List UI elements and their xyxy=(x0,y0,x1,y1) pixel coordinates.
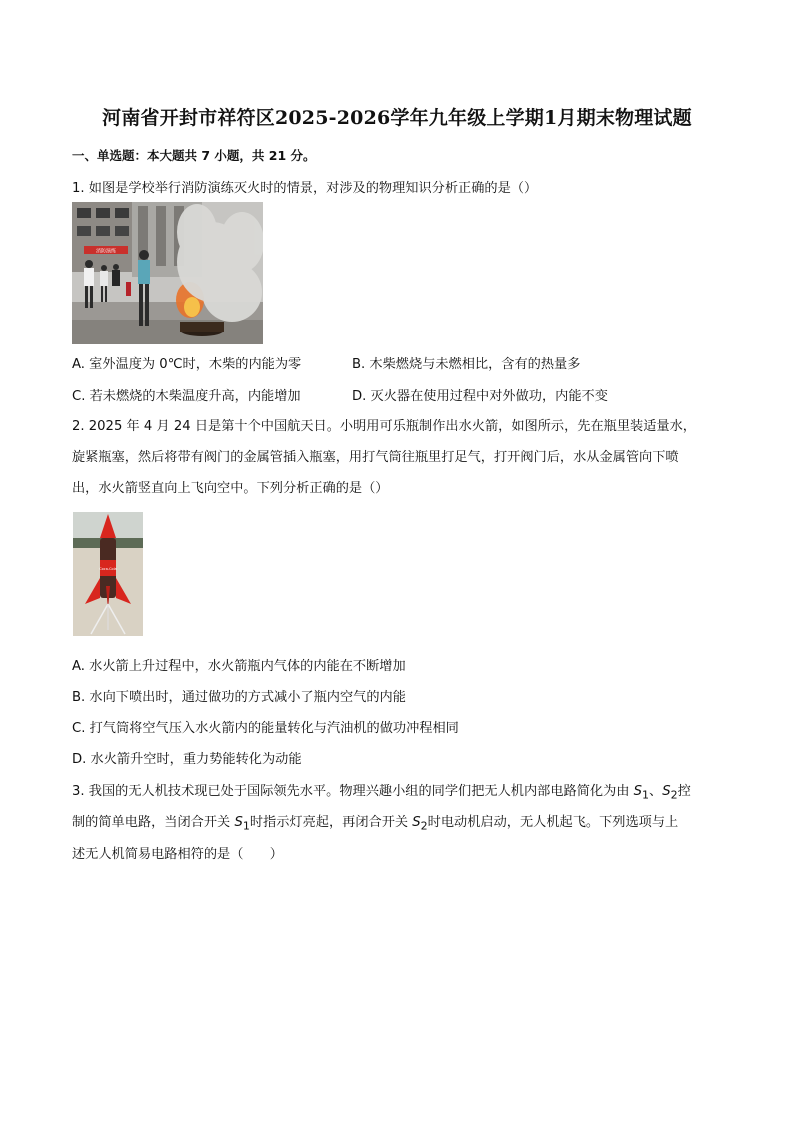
question-2-figure xyxy=(73,512,143,636)
q3-line2-text-a: 制的简单电路，当闭合开关 xyxy=(72,815,235,830)
question-1-stem: 1. 如图是学校举行消防演练灭火时的情景，对涉及的物理知识分析正确的是（） xyxy=(72,181,538,196)
question-1-figure xyxy=(72,202,263,344)
question-2-stem-line-3: 出，水火箭竖直向上飞向空中。下列分析正确的是（） xyxy=(72,481,389,496)
q2-option-c[interactable]: C. 打气筒将空气压入水火箭内的能量转化与汽油机的做功冲程相同 xyxy=(72,721,459,736)
question-3-stem-line-2 xyxy=(72,811,678,833)
q3-line1-text: 3. 我国的无人机技术现已处于国际领先水平。物理兴趣小组的同学们把无人机内部电路简化为由 xyxy=(72,784,634,799)
q3-line2-text-c: 时电动机启动，无人机起飞。下列选项与上 xyxy=(427,815,679,830)
q3-line1-end: 控 xyxy=(677,784,691,799)
q2-option-b[interactable]: B. 水向下喷出时，通过做功的方式减小了瓶内空气的内能 xyxy=(72,690,406,705)
q2-option-d[interactable]: D. 水火箭升空时，重力势能转化为动能 xyxy=(72,752,302,767)
switch-s1-subscript-2: 1 xyxy=(242,819,250,833)
q1-option-c[interactable]: C. 若未燃烧的木柴温度升高，内能增加 xyxy=(72,389,301,404)
switch-s1-symbol: S xyxy=(633,784,643,799)
switch-s1-subscript: 1 xyxy=(642,788,650,802)
q1-option-a[interactable]: A. 室外温度为 0℃时，木柴的内能为零 xyxy=(72,357,302,372)
q1-option-d[interactable]: D. 灭火器在使用过程中对外做功，内能不变 xyxy=(352,389,608,404)
switch-s2-subscript: 2 xyxy=(670,788,678,802)
switch-s2-symbol: S xyxy=(662,784,671,799)
question-3-stem-line-3: 述无人机简易电路相符的是（ ） xyxy=(72,847,283,862)
q1-option-b[interactable]: B. 木柴燃烧与未燃相比，含有的热量多 xyxy=(352,357,581,372)
q3-separator: 、 xyxy=(649,784,663,799)
rocket-label: Coca-Cola xyxy=(99,567,117,571)
exam-title: 河南省开封市祥符区2025-2026学年九年级上学期1月期末物理试题 xyxy=(102,107,692,129)
section-header: 一、单选题：本大题共 7 小题，共 21 分。 xyxy=(72,148,316,163)
switch-s2-symbol-2: S xyxy=(412,815,421,830)
question-3-stem-line-1 xyxy=(72,780,691,802)
question-2-stem-line-1: 2. 2025 年 4 月 24 日是第十个中国航天日。小明用可乐瓶制作出水火箭，如图所示，先在瓶里装适量水， xyxy=(72,419,696,434)
q2-option-a[interactable]: A. 水火箭上升过程中，水火箭瓶内气体的内能在不断增加 xyxy=(72,659,406,674)
question-2-stem-line-2: 旋紧瓶塞，然后将带有阀门的金属管插入瓶塞，用打气筒往瓶里打足气，打开阀门后，水从金属管向下喷 xyxy=(72,450,679,465)
q3-line2-text-b: 时指示灯亮起，再闭合开关 xyxy=(249,815,413,830)
switch-s2-subscript-2: 2 xyxy=(420,819,428,833)
switch-s1-symbol-2: S xyxy=(234,815,243,830)
figure-banner-text: 消防演练 xyxy=(95,248,117,255)
